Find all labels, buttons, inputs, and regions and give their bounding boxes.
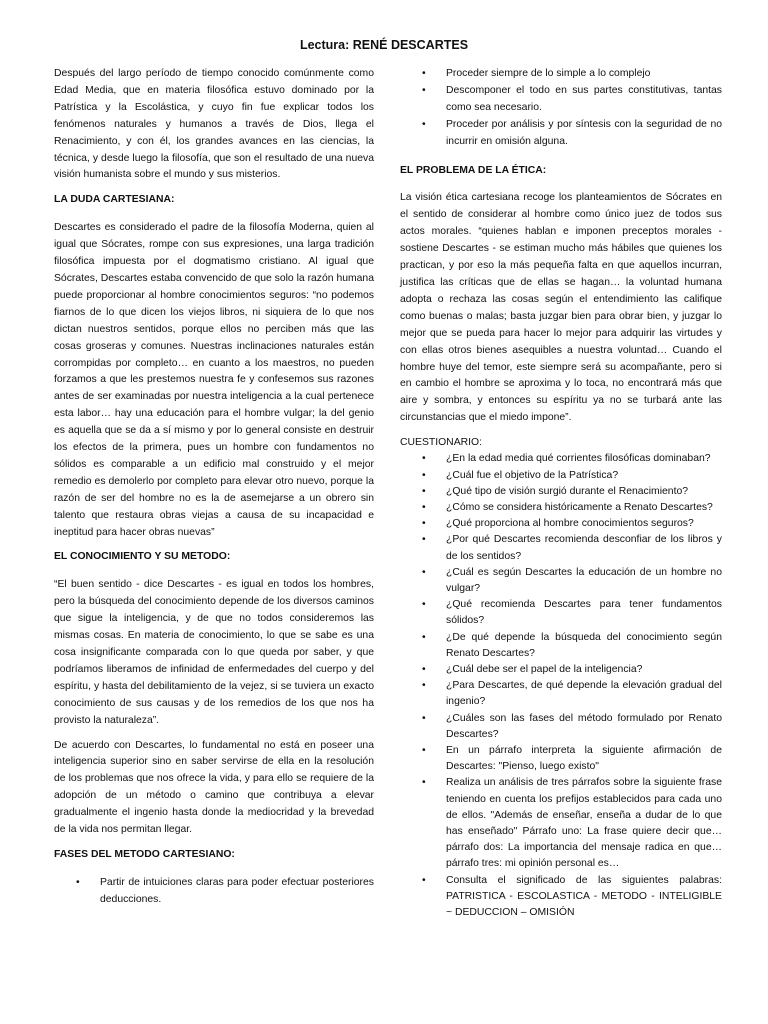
question-item: • ¿Cuáles son las fases del método formulado por Renato Descartes? (400, 711, 722, 743)
question-item: • ¿Para Descartes, de qué depende la elevación gradual del ingenio? (400, 678, 722, 710)
question-item: • ¿Qué tipo de visión surgió durante el Renacimiento? (400, 484, 722, 500)
question-item: • ¿Cómo se considera históricamente a Renato Descartes? (400, 500, 722, 516)
conocimiento-heading: EL CONOCIMIENTO Y SU METODO: (54, 551, 231, 563)
fases-item: • Descomponer el todo en sus partes constitutivas, tantas como sea necesario. (400, 83, 722, 117)
question-item: • Consulta el significado de las siguientes palabras: PATRISTICA - ESCOLASTICA - METODO - INTELIGIBLE ~ DEDUCCION – OMISIÓN (400, 873, 722, 922)
question-item: • ¿De qué depende la búsqueda del conocimiento según Renato Descartes? (400, 630, 722, 662)
duda-paragraph: Descartes es considerado el padre de la filosofía Moderna, quien al igual que Sócrates, rompe con sus expresiones, una larga tradición filosófica impuesta por el dogmatismo cristiano. Al igual que Sócrates, Descartes estaba convencido de que solo la razón humana puede proporcionar al hombre conocimientos seguros: “no podemos fiarnos de lo que dicen los viejos libros, ni siquiera de lo que nos dictan nuestros sentidos, porque ellos no perciben más que las cosas groseras y comunes. Nuestras inclinaciones naturales están corrompidas por completo… en cuanto a los maestros, no pueden forzamos a que les prestemos nuestra fe y confesemos sus razones antes de ser examinadas por nuestra inteligencia a la cual pertenece esta labor… hay una educación para el hombre vulgar; la del genio es aquella que se da a sí mismo y por lo general consiste en destruir los efectos de la primera, pues un hombre con fundamentos no sólidos es comparable a un edificio mal construido y el mejor remedio es demolerlo por completo para elevar otro nuevo, porque la razón de ser del hombre no es la de asemejarse a un obrero sin talento que restaura obras viejas a causa de su incapacidad e ineptitud para hacer obras nuevas” (54, 222, 374, 538)
conocimiento-paragraph: “El buen sentido - dice Descartes - es igual en todos los hombres, pero la búsqueda del conocimiento depende de los diversos caminos que sigue la inteligencia, y de que no todos consideremos las mismas cosas. En materia de conocimiento, lo que se sabe es una cosa insignificante comparada con lo que queda por saber, y que podríamos liberamos de infinidad de enfermedades del cuerpo y del espíritu, y hasta del debilitamiento de la vejez, si se tuviera un exacto conocimiento de sus causas y de los remedios de los que nos ha provisto la naturaleza”. (54, 579, 374, 726)
duda-heading: LA DUDA CARTESIANA: (54, 194, 175, 206)
question-item: • ¿Cuál debe ser el papel de la inteligencia? (400, 662, 722, 678)
question-item: • ¿Cuál fue el objetivo de la Patrística? (400, 468, 722, 484)
cuestionario-heading: CUESTIONARIO: (400, 437, 482, 449)
acuerdo-paragraph: De acuerdo con Descartes, lo fundamental no está en poseer una inteligencia superior sino en saber servirse de ella en la resolución de los problemas que nos ofrece la vida, y para ello se requiere de la adopción de un método o camino que contribuya a elevar gradualmente el ingenio hasta donde la mediocridad y la brevedad de la vida nos permitan llegar. (54, 739, 374, 836)
etica-paragraph: La visión ética cartesiana recoge los planteamientos de Sócrates en el sentido de considerar al hombre como único juez de todos sus actos morales. “quienes hablan e imponen preceptos morales - sostiene Descartes - se estiman mucho más hábiles que quienes los practican, y por eso la más pequeña falta en que aquellos incurran, justifica las críticas que de ellas se hagan… la voluntad humana adopta o rechaza las cosas según el entendimiento las califique como buenas o malas; basta juzgar bien para obrar bien, y juzgar lo mejor que se pueda para hacer lo mejor para adquirir las virtudes y con ellas otros bienes asequibles a nuestra voluntad… Cuando el hombre huye del temor, este siempre será su acompañante, pero si en cambio el hombre se aproxima y lo toca, no encontrará más que aire y sombra, y entonces su espíritu ya no se turbará ante las circunstancias que el miedo impone”. (400, 192, 722, 424)
fases-item: • Proceder por análisis y por síntesis con la seguridad de no incurrir en omisión alguna. (400, 117, 722, 151)
question-item: • Realiza un análisis de tres párrafos sobre la siguiente frase teniendo en cuenta los prefijos establecidos para cada uno de ellos. "Además de enseñar, enseña a dudar de lo que has enseñado" Párrafo uno: La frase quiere decir que… párrafo dos: La importancia del mensaje radica en que… párrafo tres: mi opinión personal es… (400, 775, 722, 872)
question-list (400, 451, 722, 921)
etica-heading: EL PROBLEMA DE LA ÉTICA: (400, 164, 547, 176)
intro-paragraph: Después del largo período de tiempo conocido comúnmente como Edad Media, que en materia filosófica estuvo dominado por la Patrística y la Escolástica, y cuyo fin fue explicar todos los fenómenos naturales y humanos a través de Dios, llega el Renacimiento, y con él, los grandes avances en las ciencias, la técnica, y desde luego la filosofía, que son el resultado de una nueva visión humanista sobre el mundo y sus misterios. (54, 68, 374, 181)
page-title: Lectura: RENÉ DESCARTES (299, 38, 469, 52)
fases-list-left (54, 875, 374, 909)
question-item: • ¿Cuál es según Descartes la educación de un hombre no vulgar? (400, 565, 722, 597)
left-column (54, 66, 374, 921)
question-item: • ¿En la edad media qué corrientes filosóficas dominaban? (400, 451, 722, 467)
fases-list-right (400, 66, 722, 151)
fases-heading: FASES DEL METODO CARTESIANO: (54, 848, 235, 860)
fases-item: • Partir de intuiciones claras para poder efectuar posteriores deducciones. (54, 875, 374, 909)
question-item: • ¿Por qué Descartes recomienda desconfiar de los libros y de los sentidos? (400, 532, 722, 564)
question-item: • ¿Qué proporciona al hombre conocimientos seguros? (400, 516, 722, 532)
question-item: • En un párrafo interpreta la siguiente afirmación de Descartes: "Pienso, luego existo" (400, 743, 722, 775)
fases-item: • Proceder siempre de lo simple a lo complejo (400, 66, 722, 83)
question-item: • ¿Qué recomienda Descartes para tener fundamentos sólidos? (400, 597, 722, 629)
right-column (400, 66, 722, 921)
